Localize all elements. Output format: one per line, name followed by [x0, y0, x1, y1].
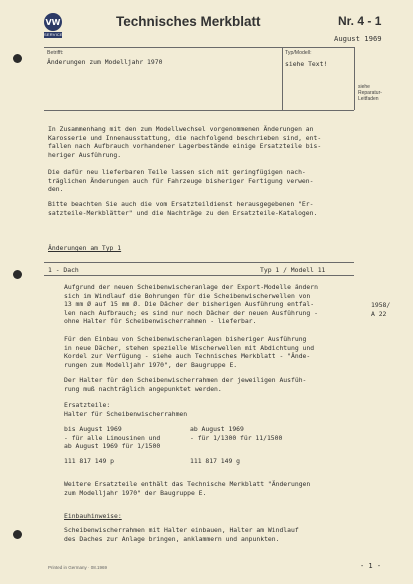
form-right-border	[354, 47, 355, 110]
section-paragraph-1: Aufgrund der neuen Scheibenwischeranlage der Export-Modelle ändern sich im Windlauf die Bohrungen für die Scheibenwischerwellen von 13 mm Ø auf 15 mm Ø. Die Dächer der bisherigen Ausführung entfal- len nach Aufbrauch; es sind nur noch Dächer der neuen Ausführung - ohne Halter für Scheibenwischerrahmen - lieferbar.	[64, 283, 318, 326]
item-underline	[44, 275, 354, 276]
intro-paragraph-2: Die dafür neu lieferbaren Teile lassen sich mit geringfügigen nach- träglichen Änderungen auch für Fahrzeuge bisheriger Fertigung verwen- den.	[48, 168, 314, 194]
parts-heading: Ersatzteile: Halter für Scheibenwischerrahmen	[64, 401, 188, 418]
section-paragraph-2: Für den Einbau von Scheibenwischeranlagen bisheriger Ausführung in neue Dächer, stehen spezielle Wischerwellen mit Abdichtung und Kordel zur Verfügung - siehe auch Technisches Merkblatt - "Ände- rungen zum Modelljahr 1970", der Baugruppe E.	[64, 335, 315, 369]
part-number-right: 111 817 149 g	[190, 457, 241, 465]
install-text: Scheibenwischerrahmen mit Halter einbauen, Halter am Windlauf des Daches zur Anlage bringen, anklammern und anpunkten.	[64, 526, 299, 543]
item-rule	[44, 262, 354, 263]
footer-print-note: Printed in Germany · 08.1969	[48, 565, 108, 570]
section-heading: Änderungen am Typ 1	[48, 244, 122, 252]
form-bottom-rule	[44, 110, 354, 111]
install-heading: Einbauhinweise:	[64, 512, 122, 520]
punch-hole-bottom	[13, 530, 22, 539]
section-paragraph-3: Der Halter für den Scheibenwischerrahmen der jeweiligen Ausfüh- rung muß nachträglich angepunktet werden.	[64, 376, 307, 393]
part-number-left: 111 817 149 p	[64, 457, 115, 465]
vw-logo-bar: SERVICE	[44, 32, 63, 37]
vw-logo: VW	[44, 13, 62, 31]
parts-column-right: ab August 1969 - für 1/1300 für 11/1500	[190, 425, 283, 442]
parts-column-left: bis August 1969 - für alle Limousinen und ab August 1969 für 1/1500	[64, 425, 161, 451]
typ-value: siehe Text!	[285, 60, 328, 68]
typ-label: Typ/Modell:	[285, 50, 312, 56]
page-number: - 1 -	[360, 562, 382, 570]
document-number: Nr. 4 - 1	[338, 14, 382, 28]
margin-note: 1958/ A 22	[371, 301, 391, 318]
punch-hole-middle	[13, 270, 22, 279]
side-reference-label: siehe Reparatur- Leitfaden	[358, 84, 382, 102]
document-date: August 1969	[334, 34, 382, 43]
page-title: Technisches Merkblatt	[116, 14, 261, 29]
section-paragraph-4: Weitere Ersatzteile enthält das Technische Merkblatt "Änderungen zum Modelljahr 1970" der Baugruppe E.	[64, 480, 311, 497]
intro-paragraph-1: In Zusammenhang mit den zum Modellwechsel vorgenommenen Änderungen an Karosserie und Innenausstattung, die nachfolgend beschrieben sind, ent- fallen nach Aufbrauch vorhandener Lagerbestände einige Ersatzteile bis- heriger Ausführung.	[48, 125, 322, 159]
punch-hole-top	[13, 54, 22, 63]
betrifft-label: Betrifft:	[47, 50, 64, 56]
betrifft-value: Änderungen zum Modelljahr 1970	[47, 58, 163, 66]
item-title: 1 - Dach	[48, 266, 79, 274]
form-top-rule	[44, 47, 354, 48]
intro-paragraph-3: Bitte beachten Sie auch die vom Ersatzteildienst herausgegebenen "Er- satzteile-Merkblätter" und die Nachträge zu den Ersatzteile-Katalogen.	[48, 200, 318, 217]
form-divider	[282, 47, 283, 110]
item-type: Typ 1 / Modell 11	[260, 266, 326, 274]
